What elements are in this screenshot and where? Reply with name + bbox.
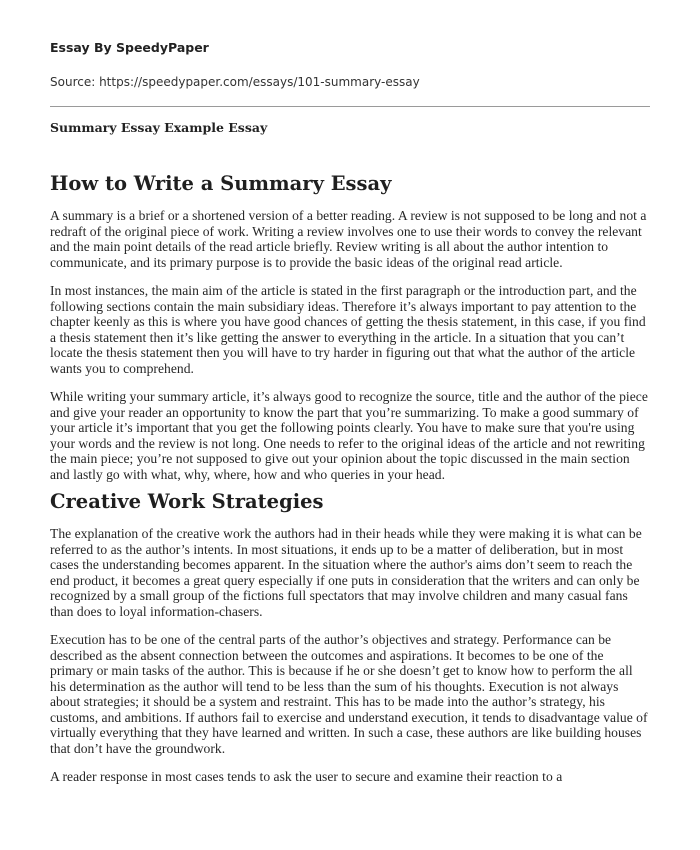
document-author-title: Essay By SpeedyPaper — [50, 40, 209, 55]
paragraph: A summary is a brief or a shortened version of a better reading. A review is not supposed to be long and not a redraft of the original piece of work. Writing a review involves one to use their words to convey the relevant and the main point details of the read article briefly. Review writing is all about the author intention to communicate, and its primary purpose is to provide the basic ideas of the original read article. — [50, 208, 647, 270]
paragraph: A reader response in most cases tends to ask the user to secure and examine their reaction to a — [50, 769, 563, 784]
document-page — [50, 40, 650, 785]
section-heading-summary-essay: How to Write a Summary Essay — [50, 172, 392, 195]
document-subtitle: Summary Essay Example Essay — [50, 120, 268, 135]
section-heading-creative-work: Creative Work Strategies — [50, 490, 324, 513]
paragraph: While writing your summary article, it’s always good to recognize the source, title and the author of the piece and give your reader an opportunity to know the part that you’re summarizing. To make a good summary of your article it’s important that you get the following points clearly. You have to make sure that you're using your words and the review is not long. One needs to refer to the original ideas of the article and not rewriting the main piece; you’re not supposed to give out your opinion about the topic discussed in the main section and lastly go with what, why, where, how and who queries in your head. — [50, 389, 648, 482]
header-divider — [50, 106, 650, 107]
paragraph: The explanation of the creative work the authors had in their heads while they were making it is what can be referred to as the author’s intents. In most situations, it ends up to be a matter of deliberation, but in most cases the understanding becomes apparent. In the situation where the author's aims don’t seem to reach the end product, it becomes a great query especially if one puts in consideration that the writers and can only be recognized by a small group of the fictions full spectators that may involve children and many casual fans than does to loyal information-chasers. — [50, 526, 642, 619]
paragraph: Execution has to be one of the central parts of the author’s objectives and strategy. Performance can be described as the absent connection between the outcomes and aspirations. It becomes to be one of the primary or main tasks of the author. This is because if he or she doesn’t get to know how to perform the all his determination as the author will tend to be less than the sum of his thoughts. Execution is not always about strategies; it should be a system and restraint. This has to be made into the author’s strategy, his customs, and ambitions. If authors fail to exercise and understand execution, it tends to disadvantage value of virtually everything that they have learned and written. In such a case, these authors are like building houses that don’t have the groundwork. — [50, 632, 648, 756]
paragraph: In most instances, the main aim of the article is stated in the first paragraph or the introduction part, and the following sections contain the main subsidiary ideas. Therefore it’s always important to pay attention to the chapter keenly as this is where you have good chances of getting the thesis statement, in this case, if you find a thesis statement then it’s like getting the answer to everything in the article. In a situation that you can’t locate the thesis statement then you will have to try harder in figuring out that what the author of the article wants you to comprehend. — [50, 283, 646, 376]
document-source: Source: https://speedypaper.com/essays/101-summary-essay — [50, 75, 420, 89]
